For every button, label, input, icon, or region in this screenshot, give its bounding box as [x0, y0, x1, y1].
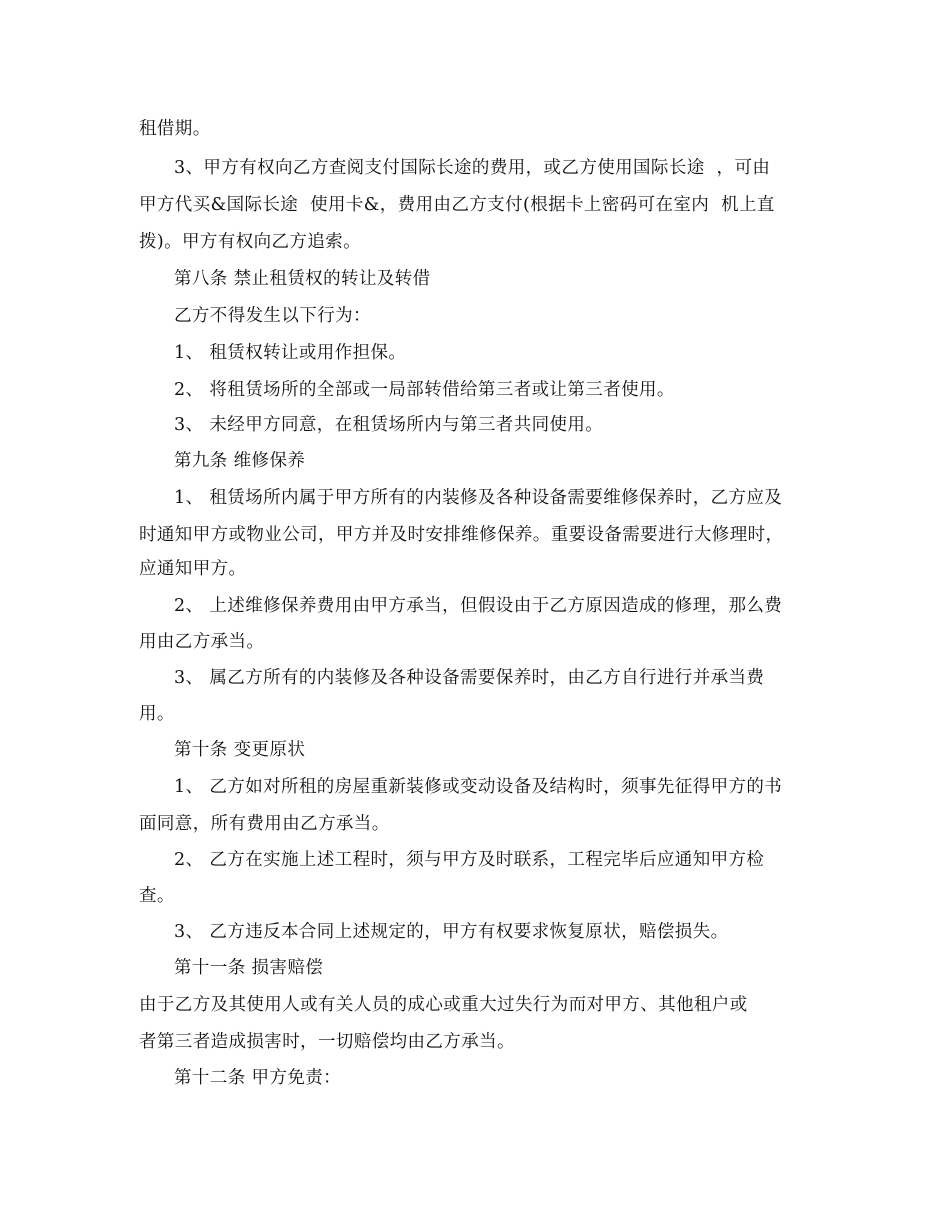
text-line: 面同意，所有费用由乙方承当。 — [139, 814, 390, 834]
text-line: 3、 属乙方所有的内装修及各种设备需要保养时，由乙方自行进行并承当费 — [174, 668, 765, 688]
section-heading: 第九条 维修保养 — [174, 451, 306, 471]
text-line: 2、 上述维修保养费用由甲方承当，但假设由于乙方原因造成的修理，那么费 — [174, 596, 783, 616]
text-line: 1、 租赁场所内属于甲方所有的内装修及各种设备需要维修保养时，乙方应及 — [174, 488, 783, 508]
section-heading: 第十二条 甲方免责： — [174, 1068, 342, 1088]
text-line: 乙方不得发生以下行为： — [174, 306, 371, 326]
text-line: 拨)。甲方有权向乙方追索。 — [139, 232, 362, 252]
text-line: 由于乙方及其使用人或有关人员的成心或重大过失行为而对甲方、其他租户或 — [139, 995, 748, 1015]
text-line: 甲方代买&国际长途 使用卡&，费用由乙方支付(根据卡上密码可在室内 机上直 — [139, 195, 775, 215]
text-line: 者第三者造成损害时，一切赔偿均由乙方承当。 — [139, 1032, 515, 1052]
text-line: 用。 — [139, 704, 175, 724]
text-line: 查。 — [139, 886, 175, 906]
text-line: 3、甲方有权向乙方查阅支付国际长途的费用，或乙方使用国际长途 ，可由 — [174, 158, 771, 178]
text-line: 应通知甲方。 — [139, 559, 247, 579]
text-line: 1、 租赁权转让或用作担保。 — [174, 343, 407, 363]
text-line: 时通知甲方或物业公司，甲方并及时安排维修保养。重要设备需要进行大修理时， — [139, 525, 784, 545]
text-line: 3、 未经甲方同意，在租赁场所内与第三者共同使用。 — [174, 415, 604, 435]
section-heading: 第十条 变更原状 — [174, 740, 306, 760]
text-line: 用由乙方承当。 — [139, 632, 265, 652]
text-line: 3、 乙方违反本合同上述规定的，甲方有权要求恢复原状，赔偿损失。 — [174, 922, 729, 942]
text-line: 租借期。 — [139, 119, 211, 139]
text-line: 1、 乙方如对所租的房屋重新装修或变动设备及结构时，须事先征得甲方的书 — [174, 777, 783, 797]
section-heading: 第十一条 损害赔偿 — [174, 958, 324, 978]
text-line: 2、 将租赁场所的全部或一局部转借给第三者或让第三者使用。 — [174, 380, 675, 400]
section-heading: 第八条 禁止租赁权的转让及转借 — [174, 269, 431, 289]
text-line: 2、 乙方在实施上述工程时，须与甲方及时联系，工程完毕后应通知甲方检 — [174, 850, 765, 870]
